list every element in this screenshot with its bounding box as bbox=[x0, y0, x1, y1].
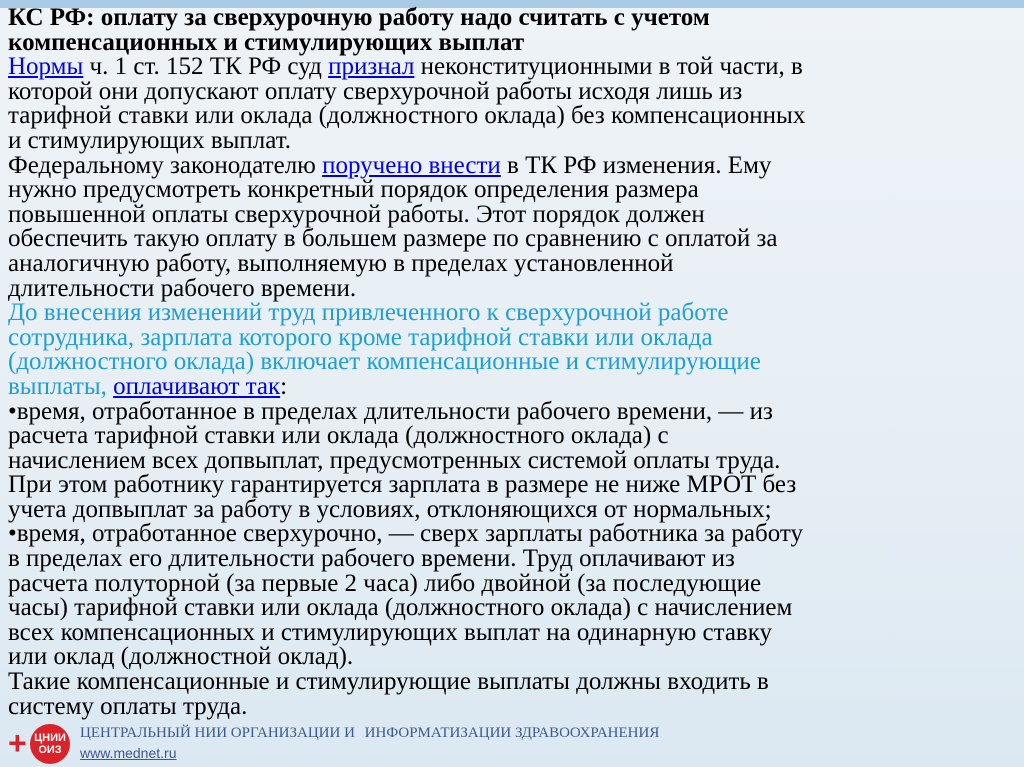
text-line bbox=[8, 126, 1020, 154]
text-line bbox=[8, 547, 1020, 572]
text-segment: : bbox=[280, 372, 288, 400]
logo-mark-top: ЦНИИ bbox=[34, 732, 66, 744]
cniioiz-logo bbox=[8, 723, 768, 765]
text-segment: Федеральному законодателю bbox=[8, 151, 323, 179]
text-line bbox=[8, 323, 1020, 351]
text-line bbox=[8, 77, 1020, 105]
text-segment: повышенной оплаты сверхурочной работы. Этот порядок должен bbox=[8, 200, 705, 228]
logo-name bbox=[80, 724, 665, 742]
text-segment: расчета тарифной ставки или оклада (должностного оклада) с bbox=[8, 422, 669, 450]
text-segment: всех компенсационных и стимулирующих выплат на одинарную ставку bbox=[8, 618, 773, 646]
text-line bbox=[8, 473, 1020, 498]
text-segment: в ТК РФ изменения. Ему bbox=[500, 151, 772, 179]
text-line bbox=[8, 301, 1020, 326]
text-line bbox=[8, 596, 1020, 621]
text-line bbox=[8, 692, 1020, 720]
text-segment: •время, отработанное в пределах длительности рабочего времени, — из bbox=[8, 397, 773, 425]
text-segment: и стимулирующих выплат. bbox=[8, 126, 292, 154]
logo-url-link[interactable]: www.mednet.ru bbox=[80, 745, 177, 761]
text-line bbox=[8, 55, 1020, 80]
logo-mark bbox=[30, 724, 70, 764]
text-line bbox=[8, 274, 1020, 302]
text-segment: расчета полуторной (за первые 2 часа) либо двойной (за последующие bbox=[8, 569, 762, 597]
text-segment: Такие компенсационные и стимулирующие выплаты должны входить в bbox=[8, 668, 769, 696]
text-segment: тарифной ставки или оклада (должностного оклада) без компенсационных bbox=[8, 102, 806, 130]
text-line bbox=[8, 249, 1020, 277]
text-segment: КС РФ: оплату за сверхурочную работу надо считать с учетом bbox=[8, 4, 710, 31]
text-segment: учета допвыплат за работу в условиях, отклоняющихся от нормальных; bbox=[8, 495, 772, 523]
text-segment: длительности рабочего времени. bbox=[8, 274, 357, 302]
text-line bbox=[8, 397, 1020, 425]
text-line bbox=[8, 670, 1020, 695]
text-line bbox=[8, 424, 1020, 449]
hyperlink[interactable]: признал bbox=[328, 53, 415, 81]
logo-line2: ИНФОРМАТИЗАЦИИ ЗДРАВООХРАНЕНИЯ bbox=[364, 725, 660, 741]
text-segment: нужно предусмотреть конкретный порядок определения размера bbox=[8, 176, 699, 204]
text-segment: •время, отработанное сверхурочно, — сверх зарплаты работника за работу bbox=[8, 520, 803, 548]
text-segment: компенсационных и стимулирующих выплат bbox=[8, 28, 525, 56]
text-line bbox=[8, 350, 1020, 375]
text-segment: в пределах его длительности рабочего времени. Труд оплачивают из bbox=[8, 545, 735, 573]
text-segment: выплаты, bbox=[8, 372, 114, 400]
text-segment: аналогичную работу, выполняемую в пределах установленной bbox=[8, 249, 674, 277]
hyperlink[interactable]: поручено внести bbox=[322, 151, 501, 179]
text-line bbox=[8, 522, 1020, 547]
text-segment: обеспечить такую оплату в большем размере по сравнению с оплатой за bbox=[8, 225, 778, 253]
text-line bbox=[8, 200, 1020, 228]
text-segment: неконституционными в той части, в bbox=[414, 53, 803, 81]
text-segment: которой они допускают оплату сверхурочной работы исходя лишь из bbox=[8, 77, 743, 105]
text-segment: начислением всех допвыплат, предусмотренных системой оплаты труда. bbox=[8, 446, 781, 474]
hyperlink[interactable]: Нормы bbox=[8, 53, 84, 81]
text-segment: При этом работнику гарантируется зарплата в размере не ниже МРОТ без bbox=[8, 471, 797, 499]
text-line bbox=[8, 151, 1020, 179]
text-line bbox=[8, 227, 1020, 252]
text-line bbox=[8, 178, 1020, 203]
text-line bbox=[8, 372, 1020, 400]
text-line bbox=[8, 104, 1020, 129]
slide-title-line bbox=[8, 6, 1020, 31]
text-segment: До внесения изменений труд привлеченного к сверхурочной работе bbox=[8, 299, 729, 327]
text-segment: (должностного оклада) включает компенсационные и стимулирующие bbox=[8, 348, 761, 376]
slide-body bbox=[8, 6, 1020, 719]
text-line bbox=[8, 618, 1020, 646]
text-segment: или оклад (должностной оклад). bbox=[8, 643, 354, 671]
plus-icon: + bbox=[8, 725, 27, 761]
text-segment: часы) тарифной ставки или оклада (должностного оклада) с начислением bbox=[8, 594, 793, 622]
text-line bbox=[8, 645, 1020, 670]
text-line bbox=[8, 446, 1020, 474]
logo-line1: ЦЕНТРАЛЬНЫЙ НИИ ОРГАНИЗАЦИИ И bbox=[80, 725, 355, 741]
text-segment: ч. 1 ст. 152 ТК РФ суд bbox=[83, 53, 329, 81]
text-line bbox=[8, 569, 1020, 597]
slide-title-line bbox=[8, 28, 1020, 56]
text-line bbox=[8, 495, 1020, 523]
hyperlink[interactable]: оплачивают так bbox=[113, 372, 281, 400]
text-segment: сотрудника, зарплата которого кроме тарифной ставки или оклада bbox=[8, 323, 713, 351]
text-segment: систему оплаты труда. bbox=[8, 692, 248, 720]
logo-mark-bottom: ОИЗ bbox=[38, 744, 62, 756]
